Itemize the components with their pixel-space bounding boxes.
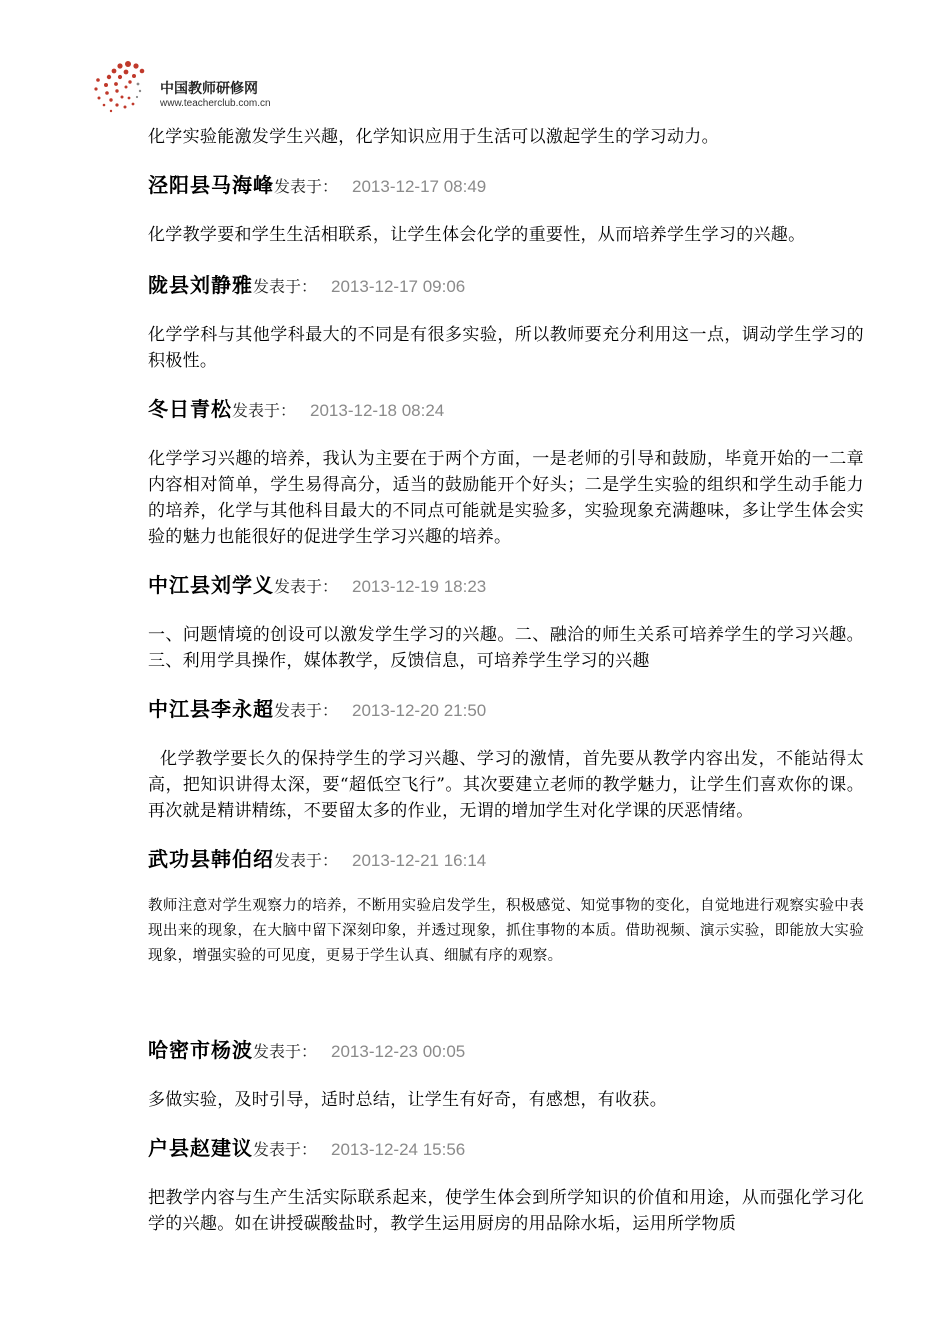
posted-label: 发表于： <box>253 277 318 296</box>
posted-label: 发表于： <box>253 1042 318 1061</box>
posted-label: 发表于： <box>274 177 339 196</box>
post-author[interactable]: 武功县韩伯绍 <box>148 847 274 871</box>
post-author[interactable]: 泾阳县马海峰 <box>148 173 274 197</box>
post-body: 化学学习兴趣的培养，我认为主要在于两个方面，一是老师的引导和鼓励，毕竟开始的一二章内容相对简单，学生易得高分，适当的鼓励能开个好头；二是学生实验的组织和学生动手能力的培养，化学与其他科目最大的不同点可能就是实验多，实验现象充满趣味，多让学生体会实验的魅力也能很好的促进学生学习兴趣的培养。 <box>148 449 864 547</box>
post <box>148 844 864 969</box>
post-author[interactable]: 哈密市杨波 <box>148 1038 253 1062</box>
post-header <box>148 694 864 724</box>
post-author[interactable]: 陇县刘静雅 <box>148 273 253 297</box>
post-header <box>148 170 864 200</box>
post-header <box>148 1133 864 1163</box>
logo-url: www.teacherclub.com.cn <box>160 98 271 109</box>
post-body: 教师注意对学生观察力的培养，不断用实验启发学生，积极感觉、知觉事物的变化，自觉地进行观察实验中表现出来的现象，在大脑中留下深刻印象，并透过现象，抓住事物的本质。借助视频、演示实验，即能放大实验现象，增强实验的可见度，更易于学生认真、细腻有序的观察。 <box>148 898 864 964</box>
site-logo[interactable] <box>90 58 330 118</box>
post-date: 2013-12-18 08:24 <box>310 401 445 420</box>
post-body: 化学教学要长久的保持学生的学习兴趣、学习的激情，首先要从教学内容出发，不能站得太高，把知识讲得太深，要“超低空飞行”。其次要建立老师的教学魅力，让学生们喜欢你的课。再次就是精讲精练，不要留太多的作业，无谓的增加学生对化学课的厌恶情绪。 <box>148 749 864 821</box>
post-header <box>148 570 864 600</box>
post-body: 一、问题情境的创设可以激发学生学习的兴趣。二、融洽的师生关系可培养学生的学习兴趣。三、利用学具操作，媒体教学，反馈信息，可培养学生学习的兴趣 <box>148 625 864 671</box>
posted-label: 发表于： <box>274 851 339 870</box>
post-header <box>148 844 864 874</box>
post <box>148 170 864 248</box>
posted-label: 发表于： <box>274 701 339 720</box>
post <box>148 570 864 674</box>
post-date: 2013-12-17 09:06 <box>331 277 466 296</box>
posted-label: 发表于： <box>253 1140 318 1159</box>
posted-label: 发表于： <box>232 401 297 420</box>
post <box>148 394 864 550</box>
post-header <box>148 270 864 300</box>
post-author[interactable]: 中江县李永超 <box>148 697 274 721</box>
post <box>148 1133 864 1237</box>
post-body: 化学学科与其他学科最大的不同是有很多实验，所以教师要充分利用这一点，调动学生学习的积极性。 <box>148 325 864 371</box>
posted-label: 发表于： <box>274 577 339 596</box>
post-body: 化学教学要和学生生活相联系，让学生体会化学的重要性，从而培养学生学习的兴趣。 <box>148 225 806 245</box>
post-date: 2013-12-17 08:49 <box>352 177 487 196</box>
post <box>148 694 864 824</box>
post-date: 2013-12-23 00:05 <box>331 1042 466 1061</box>
flower-logo-icon <box>90 58 160 118</box>
post-body: 多做实验，及时引导，适时总结，让学生有好奇，有感想，有收获。 <box>148 1090 667 1110</box>
post-date: 2013-12-24 15:56 <box>331 1140 466 1159</box>
logo-name: 中国教师研修网 <box>160 81 258 97</box>
post-author[interactable]: 中江县刘学义 <box>148 573 274 597</box>
post-date: 2013-12-20 21:50 <box>352 701 487 720</box>
post <box>148 1035 864 1113</box>
post-author[interactable]: 户县赵建议 <box>148 1136 253 1160</box>
post-author[interactable]: 冬日青松 <box>148 397 232 421</box>
comment-thread <box>148 124 864 1237</box>
post-date: 2013-12-19 18:23 <box>352 577 487 596</box>
post-header <box>148 1035 864 1065</box>
post-body: 把教学内容与生产生活实际联系起来，使学生体会到所学知识的价值和用途，从而强化学习化学的兴趣。如在讲授碳酸盐时，教学生运用厨房的用品除水垢，运用所学物质 <box>148 1188 864 1234</box>
post <box>148 270 864 374</box>
post-date: 2013-12-21 16:14 <box>352 851 487 870</box>
post-header <box>148 394 864 424</box>
intro-text: 化学实验能激发学生兴趣，化学知识应用于生活可以激起学生的学习动力。 <box>148 127 719 147</box>
